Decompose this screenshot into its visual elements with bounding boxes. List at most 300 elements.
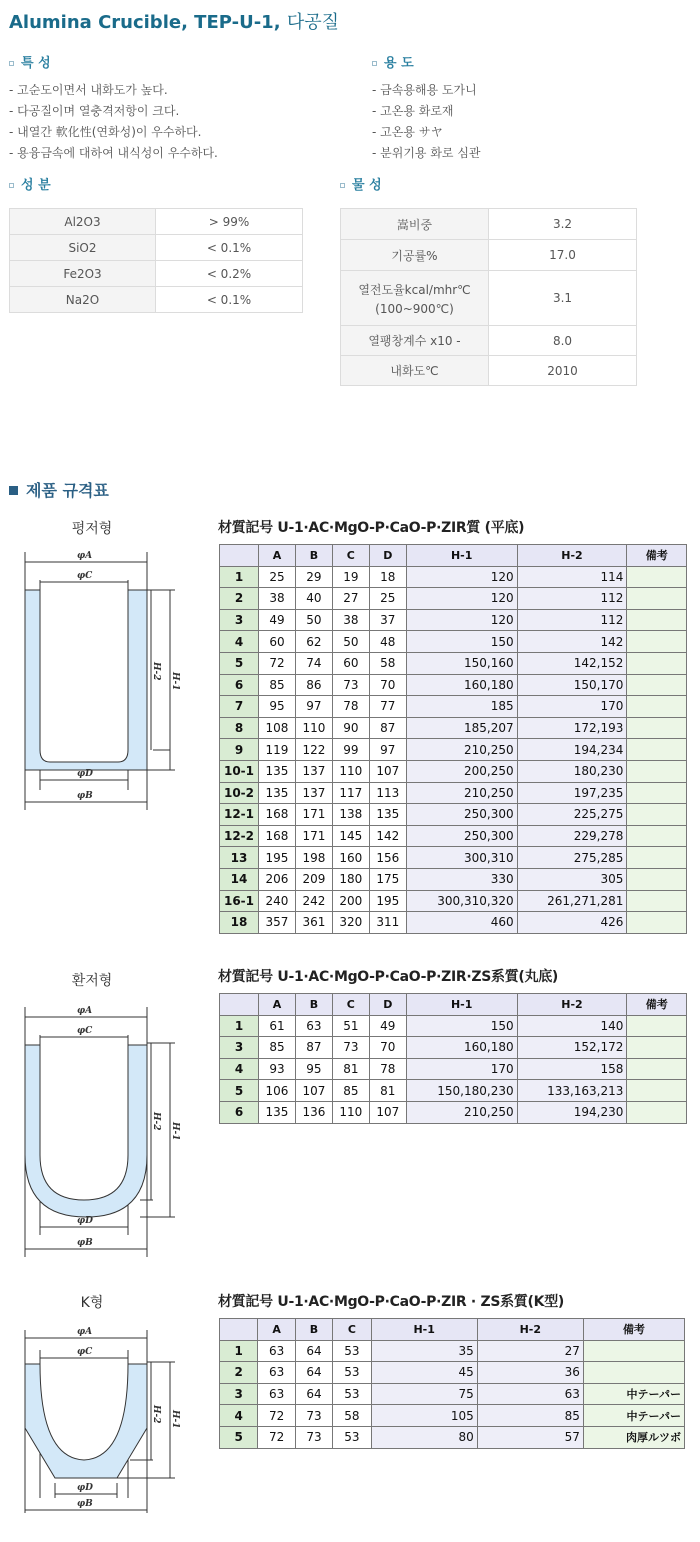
dimension-cell: 25 <box>259 566 296 588</box>
round-material-title: 材質記号 U-1·AC·MgO-P·CaO-P·ZIR·ZS系質(丸底) <box>218 969 559 985</box>
dimension-cell: 105 <box>371 1405 477 1427</box>
table-row <box>220 1426 685 1448</box>
dimension-cell: 29 <box>295 566 332 588</box>
dimension-cell: 77 <box>369 696 406 718</box>
dimension-cell: 170 <box>406 1058 517 1080</box>
svg-text:φB: φB <box>77 791 93 801</box>
size-number: 16-1 <box>220 890 259 912</box>
column-header: 備考 <box>583 1319 684 1341</box>
size-number: 4 <box>220 1058 259 1080</box>
table-row <box>220 847 687 869</box>
dimension-cell: 61 <box>259 1015 296 1037</box>
size-number: 12-1 <box>220 804 259 826</box>
dimension-cell: 90 <box>332 717 369 739</box>
dimension-cell: 330 <box>406 868 517 890</box>
dimension-cell: 63 <box>258 1383 295 1405</box>
remark-cell <box>627 825 687 847</box>
dimension-cell: 106 <box>259 1080 296 1102</box>
dimension-cell: 135 <box>259 782 296 804</box>
dimension-cell: 107 <box>369 760 406 782</box>
dimension-cell: 240 <box>259 890 296 912</box>
title-ko: 다공질 <box>286 12 339 33</box>
dimension-cell: 194,230 <box>517 1101 627 1123</box>
remark-cell <box>627 696 687 718</box>
remark-cell <box>627 674 687 696</box>
dimension-cell: 180,230 <box>517 760 627 782</box>
dimension-cell: 160,180 <box>406 1037 517 1059</box>
title-text: Alumina Crucible, TEP-U-1, <box>9 12 281 33</box>
table-row <box>220 652 687 674</box>
uses-heading: 용 도 <box>372 52 414 71</box>
dimension-cell: 137 <box>295 782 332 804</box>
size-number: 5 <box>220 1426 258 1448</box>
dimension-cell: 137 <box>295 760 332 782</box>
dimension-cell: 152,172 <box>517 1037 627 1059</box>
dimension-cell: 51 <box>332 1015 369 1037</box>
column-header: D <box>369 994 406 1016</box>
remark-cell <box>627 717 687 739</box>
remark-cell <box>627 631 687 653</box>
remark-cell <box>627 609 687 631</box>
column-header: C <box>332 545 369 567</box>
dimension-cell: 242 <box>295 890 332 912</box>
table-row <box>220 717 687 739</box>
dimension-cell: 60 <box>259 631 296 653</box>
size-number: 6 <box>220 1101 259 1123</box>
remark-cell <box>627 1015 687 1037</box>
comp-name: Na2O <box>10 287 156 313</box>
dimension-cell: 112 <box>517 588 627 610</box>
column-header: B <box>295 1319 332 1341</box>
dimension-cell: 112 <box>517 609 627 631</box>
dimension-cell: 133,163,213 <box>517 1080 627 1102</box>
prop-name: 내화도℃ <box>341 356 489 386</box>
dimension-cell: 195 <box>259 847 296 869</box>
dimension-cell: 93 <box>259 1058 296 1080</box>
dimension-cell: 70 <box>369 674 406 696</box>
dimension-cell: 229,278 <box>517 825 627 847</box>
dimension-cell: 142 <box>517 631 627 653</box>
svg-text:H-2: H-2 <box>151 1112 161 1131</box>
size-number: 1 <box>220 566 259 588</box>
dimension-cell: 63 <box>258 1362 295 1384</box>
dimension-cell: 85 <box>332 1080 369 1102</box>
dimension-cell: 185 <box>406 696 517 718</box>
k-material-title: 材質記号 U-1·AC·MgO-P·CaO-P·ZIR · ZS系質(K型) <box>218 1294 565 1310</box>
dimension-cell: 110 <box>332 760 369 782</box>
flat-spec-table <box>219 544 687 934</box>
dimension-cell: 95 <box>295 1058 332 1080</box>
dimension-cell: 194,234 <box>517 739 627 761</box>
dimension-cell: 361 <box>295 912 332 934</box>
dimension-cell: 64 <box>295 1383 332 1405</box>
dimension-cell: 197,235 <box>517 782 627 804</box>
svg-text:φD: φD <box>77 1483 93 1493</box>
dimension-cell: 210,250 <box>406 1101 517 1123</box>
dimension-cell: 72 <box>258 1426 295 1448</box>
size-number: 7 <box>220 696 259 718</box>
table-row <box>220 566 687 588</box>
dimension-cell: 160,180 <box>406 674 517 696</box>
table-row <box>220 782 687 804</box>
bullet-icon <box>9 183 14 188</box>
table-row <box>220 1383 685 1405</box>
dimension-cell: 73 <box>295 1426 332 1448</box>
dimension-cell: 250,300 <box>406 804 517 826</box>
remark-cell <box>627 804 687 826</box>
use-item: - 고온용 サヤ <box>372 125 443 139</box>
svg-text:φB: φB <box>77 1499 93 1509</box>
prop-value: 8.0 <box>489 326 637 356</box>
svg-text:H-2: H-2 <box>151 662 161 681</box>
dimension-cell: 85 <box>259 674 296 696</box>
size-number: 1 <box>220 1015 259 1037</box>
size-number: 2 <box>220 588 259 610</box>
dimension-cell: 145 <box>332 825 369 847</box>
dimension-cell: 180 <box>332 868 369 890</box>
svg-text:φA: φA <box>77 1006 93 1016</box>
column-header: D <box>369 545 406 567</box>
remark-cell <box>627 847 687 869</box>
comp-value: > 99% <box>156 209 303 235</box>
size-number: 10-1 <box>220 760 259 782</box>
comp-value: < 0.1% <box>156 235 303 261</box>
dimension-cell: 63 <box>258 1340 295 1362</box>
dimension-cell: 38 <box>259 588 296 610</box>
dimension-cell: 158 <box>517 1058 627 1080</box>
column-header: B <box>295 545 332 567</box>
dimension-cell: 250,300 <box>406 825 517 847</box>
dimension-cell: 117 <box>332 782 369 804</box>
properties-heading: 물 성 <box>340 174 382 193</box>
dimension-cell: 120 <box>406 566 517 588</box>
column-header <box>220 1319 258 1341</box>
size-number: 18 <box>220 912 259 934</box>
comp-name: Al2O3 <box>10 209 156 235</box>
dimension-cell: 206 <box>259 868 296 890</box>
column-header <box>220 994 259 1016</box>
size-number: 9 <box>220 739 259 761</box>
dimension-cell: 63 <box>295 1015 332 1037</box>
dimension-cell: 135 <box>369 804 406 826</box>
dimension-cell: 168 <box>259 825 296 847</box>
remark-cell <box>627 739 687 761</box>
dimension-cell: 48 <box>369 631 406 653</box>
dimension-cell: 357 <box>259 912 296 934</box>
dimension-cell: 142,152 <box>517 652 627 674</box>
dimension-cell: 168 <box>259 804 296 826</box>
dimension-cell: 150,170 <box>517 674 627 696</box>
dimension-cell: 113 <box>369 782 406 804</box>
dimension-cell: 210,250 <box>406 739 517 761</box>
dimension-cell: 99 <box>332 739 369 761</box>
table-row <box>220 696 687 718</box>
dimension-cell: 140 <box>517 1015 627 1037</box>
dimension-cell: 142 <box>369 825 406 847</box>
dimension-cell: 108 <box>259 717 296 739</box>
properties-table <box>340 208 637 386</box>
dimension-cell: 58 <box>369 652 406 674</box>
dimension-cell: 75 <box>371 1383 477 1405</box>
table-row <box>220 1058 687 1080</box>
table-row <box>220 1101 687 1123</box>
dimension-cell: 171 <box>295 825 332 847</box>
dimension-cell: 49 <box>369 1015 406 1037</box>
size-number: 3 <box>220 1037 259 1059</box>
round-crucible-diagram <box>20 995 180 1265</box>
remark-cell <box>627 1058 687 1080</box>
dimension-cell: 49 <box>259 609 296 631</box>
column-header: C <box>333 1319 371 1341</box>
prop-value: 2010 <box>489 356 637 386</box>
flat-shape-label: 평저형 <box>71 521 113 537</box>
dimension-cell: 36 <box>477 1362 583 1384</box>
feature-item: - 용융금속에 대하여 내식성이 우수하다. <box>9 146 218 160</box>
dimension-cell: 114 <box>517 566 627 588</box>
remark-cell: 中テーパー <box>583 1383 684 1405</box>
column-header: 備考 <box>627 545 687 567</box>
size-number: 4 <box>220 1405 258 1427</box>
dimension-cell: 261,271,281 <box>517 890 627 912</box>
dimension-cell: 85 <box>259 1037 296 1059</box>
svg-text:φC: φC <box>77 571 93 581</box>
remark-cell <box>627 652 687 674</box>
dimension-cell: 57 <box>477 1426 583 1448</box>
dimension-cell: 150,180,230 <box>406 1080 517 1102</box>
prop-name: 기공률% <box>341 240 489 271</box>
dimension-cell: 95 <box>259 696 296 718</box>
dimension-cell: 175 <box>369 868 406 890</box>
prop-name: 嵩비중 <box>341 209 489 240</box>
bullet-icon <box>340 183 345 188</box>
dimension-cell: 300,310 <box>406 847 517 869</box>
size-number: 5 <box>220 1080 259 1102</box>
feature-item: - 고순도이면서 내화도가 높다. <box>9 83 168 97</box>
remark-cell <box>627 588 687 610</box>
dimension-cell: 305 <box>517 868 627 890</box>
comp-value: < 0.1% <box>156 287 303 313</box>
table-row <box>220 1405 685 1427</box>
dimension-cell: 171 <box>295 804 332 826</box>
dimension-cell: 18 <box>369 566 406 588</box>
dimension-cell: 275,285 <box>517 847 627 869</box>
table-row <box>220 868 687 890</box>
dimension-cell: 135 <box>259 1101 296 1123</box>
dimension-cell: 60 <box>332 652 369 674</box>
remark-cell <box>583 1362 684 1384</box>
dimension-cell: 119 <box>259 739 296 761</box>
size-number: 4 <box>220 631 259 653</box>
dimension-cell: 78 <box>369 1058 406 1080</box>
k-crucible-diagram <box>20 1318 180 1518</box>
dimension-cell: 185,207 <box>406 717 517 739</box>
column-header: A <box>259 545 296 567</box>
remark-cell <box>627 912 687 934</box>
composition-heading: 성 분 <box>9 174 51 193</box>
uses-list <box>372 80 481 164</box>
prop-value: 3.2 <box>489 209 637 240</box>
dimension-cell: 25 <box>369 588 406 610</box>
remark-cell <box>627 760 687 782</box>
column-header: H-2 <box>517 994 627 1016</box>
svg-text:H-1: H-1 <box>170 1410 180 1429</box>
dimension-cell: 110 <box>332 1101 369 1123</box>
page-title <box>9 8 339 34</box>
dimension-cell: 50 <box>295 609 332 631</box>
use-item: - 금속용해용 도가니 <box>372 83 477 97</box>
dimension-cell: 87 <box>295 1037 332 1059</box>
table-row <box>220 674 687 696</box>
composition-table <box>9 208 303 313</box>
remark-cell <box>627 890 687 912</box>
dimension-cell: 73 <box>295 1405 332 1427</box>
dimension-cell: 87 <box>369 717 406 739</box>
spec-heading: 제품 규격표 <box>9 478 109 501</box>
dimension-cell: 53 <box>333 1383 371 1405</box>
remark-cell <box>627 868 687 890</box>
dimension-cell: 138 <box>332 804 369 826</box>
dimension-cell: 58 <box>333 1405 371 1427</box>
dimension-cell: 63 <box>477 1383 583 1405</box>
dimension-cell: 74 <box>295 652 332 674</box>
square-icon <box>9 486 18 495</box>
dimension-cell: 35 <box>371 1340 477 1362</box>
dimension-cell: 73 <box>332 674 369 696</box>
dimension-cell: 120 <box>406 609 517 631</box>
dimension-cell: 27 <box>477 1340 583 1362</box>
comp-name: SiO2 <box>10 235 156 261</box>
svg-text:φD: φD <box>77 1216 93 1226</box>
size-number: 13 <box>220 847 259 869</box>
size-number: 14 <box>220 868 259 890</box>
size-number: 5 <box>220 652 259 674</box>
dimension-cell: 200 <box>332 890 369 912</box>
dimension-cell: 72 <box>258 1405 295 1427</box>
size-number: 12-2 <box>220 825 259 847</box>
dimension-cell: 150 <box>406 1015 517 1037</box>
column-header: H-2 <box>517 545 627 567</box>
flat-material-title: 材質記号 U-1·AC·MgO-P·CaO-P·ZIR質 (平底) <box>218 520 525 536</box>
dimension-cell: 19 <box>332 566 369 588</box>
table-row <box>220 804 687 826</box>
dimension-cell: 107 <box>369 1101 406 1123</box>
dimension-cell: 81 <box>332 1058 369 1080</box>
dimension-cell: 40 <box>295 588 332 610</box>
dimension-cell: 200,250 <box>406 760 517 782</box>
dimension-cell: 172,193 <box>517 717 627 739</box>
column-header <box>220 545 259 567</box>
column-header: C <box>332 994 369 1016</box>
use-item: - 분위기용 화로 심관 <box>372 146 481 160</box>
remark-cell <box>627 1080 687 1102</box>
dimension-cell: 37 <box>369 609 406 631</box>
bullet-icon <box>372 61 377 66</box>
column-header: B <box>295 994 332 1016</box>
column-header: H-1 <box>371 1319 477 1341</box>
svg-text:φC: φC <box>77 1347 93 1357</box>
round-shape-label: 환저형 <box>71 973 113 989</box>
table-row <box>220 1362 685 1384</box>
dimension-cell: 64 <box>295 1362 332 1384</box>
dimension-cell: 27 <box>332 588 369 610</box>
flat-crucible-diagram <box>20 540 180 820</box>
dimension-cell: 53 <box>333 1426 371 1448</box>
prop-value: 3.1 <box>489 271 637 326</box>
dimension-cell: 150,160 <box>406 652 517 674</box>
feature-item: - 다공질이며 열충격저항이 크다. <box>9 104 180 118</box>
table-row <box>220 588 687 610</box>
dimension-cell: 97 <box>369 739 406 761</box>
dimension-cell: 225,275 <box>517 804 627 826</box>
table-row <box>220 890 687 912</box>
table-row <box>220 609 687 631</box>
table-row <box>220 912 687 934</box>
remark-cell <box>627 1037 687 1059</box>
dimension-cell: 72 <box>259 652 296 674</box>
comp-value: < 0.2% <box>156 261 303 287</box>
svg-text:φC: φC <box>77 1026 93 1036</box>
table-row <box>220 739 687 761</box>
dimension-cell: 81 <box>369 1080 406 1102</box>
dimension-cell: 50 <box>332 631 369 653</box>
prop-value: 17.0 <box>489 240 637 271</box>
k-spec-table <box>219 1318 685 1449</box>
column-header: 備考 <box>627 994 687 1016</box>
size-number: 3 <box>220 609 259 631</box>
dimension-cell: 160 <box>332 847 369 869</box>
remark-cell <box>583 1340 684 1362</box>
dimension-cell: 38 <box>332 609 369 631</box>
dimension-cell: 85 <box>477 1405 583 1427</box>
dimension-cell: 80 <box>371 1426 477 1448</box>
table-row <box>220 1340 685 1362</box>
k-shape-label: K형 <box>80 1295 104 1311</box>
remark-cell <box>627 566 687 588</box>
dimension-cell: 97 <box>295 696 332 718</box>
feature-item: - 내열간 軟化性(연화성)이 우수하다. <box>9 125 202 139</box>
svg-text:φA: φA <box>77 551 93 561</box>
dimension-cell: 45 <box>371 1362 477 1384</box>
size-number: 1 <box>220 1340 258 1362</box>
dimension-cell: 122 <box>295 739 332 761</box>
dimension-cell: 73 <box>332 1037 369 1059</box>
dimension-cell: 64 <box>295 1340 332 1362</box>
dimension-cell: 300,310,320 <box>406 890 517 912</box>
dimension-cell: 120 <box>406 588 517 610</box>
size-number: 6 <box>220 674 259 696</box>
dimension-cell: 170 <box>517 696 627 718</box>
dimension-cell: 156 <box>369 847 406 869</box>
table-row <box>220 1037 687 1059</box>
use-item: - 고온용 화로재 <box>372 104 454 118</box>
dimension-cell: 195 <box>369 890 406 912</box>
dimension-cell: 53 <box>333 1340 371 1362</box>
svg-text:φB: φB <box>77 1238 93 1248</box>
features-heading: 특 성 <box>9 52 51 71</box>
column-header: H-2 <box>477 1319 583 1341</box>
column-header: A <box>258 1319 295 1341</box>
bullet-icon <box>9 61 14 66</box>
remark-cell <box>627 1101 687 1123</box>
svg-text:H-1: H-1 <box>170 672 180 691</box>
dimension-cell: 107 <box>295 1080 332 1102</box>
remark-cell <box>627 782 687 804</box>
svg-text:φD: φD <box>77 769 93 779</box>
dimension-cell: 209 <box>295 868 332 890</box>
table-row <box>220 1080 687 1102</box>
dimension-cell: 136 <box>295 1101 332 1123</box>
dimension-cell: 150 <box>406 631 517 653</box>
